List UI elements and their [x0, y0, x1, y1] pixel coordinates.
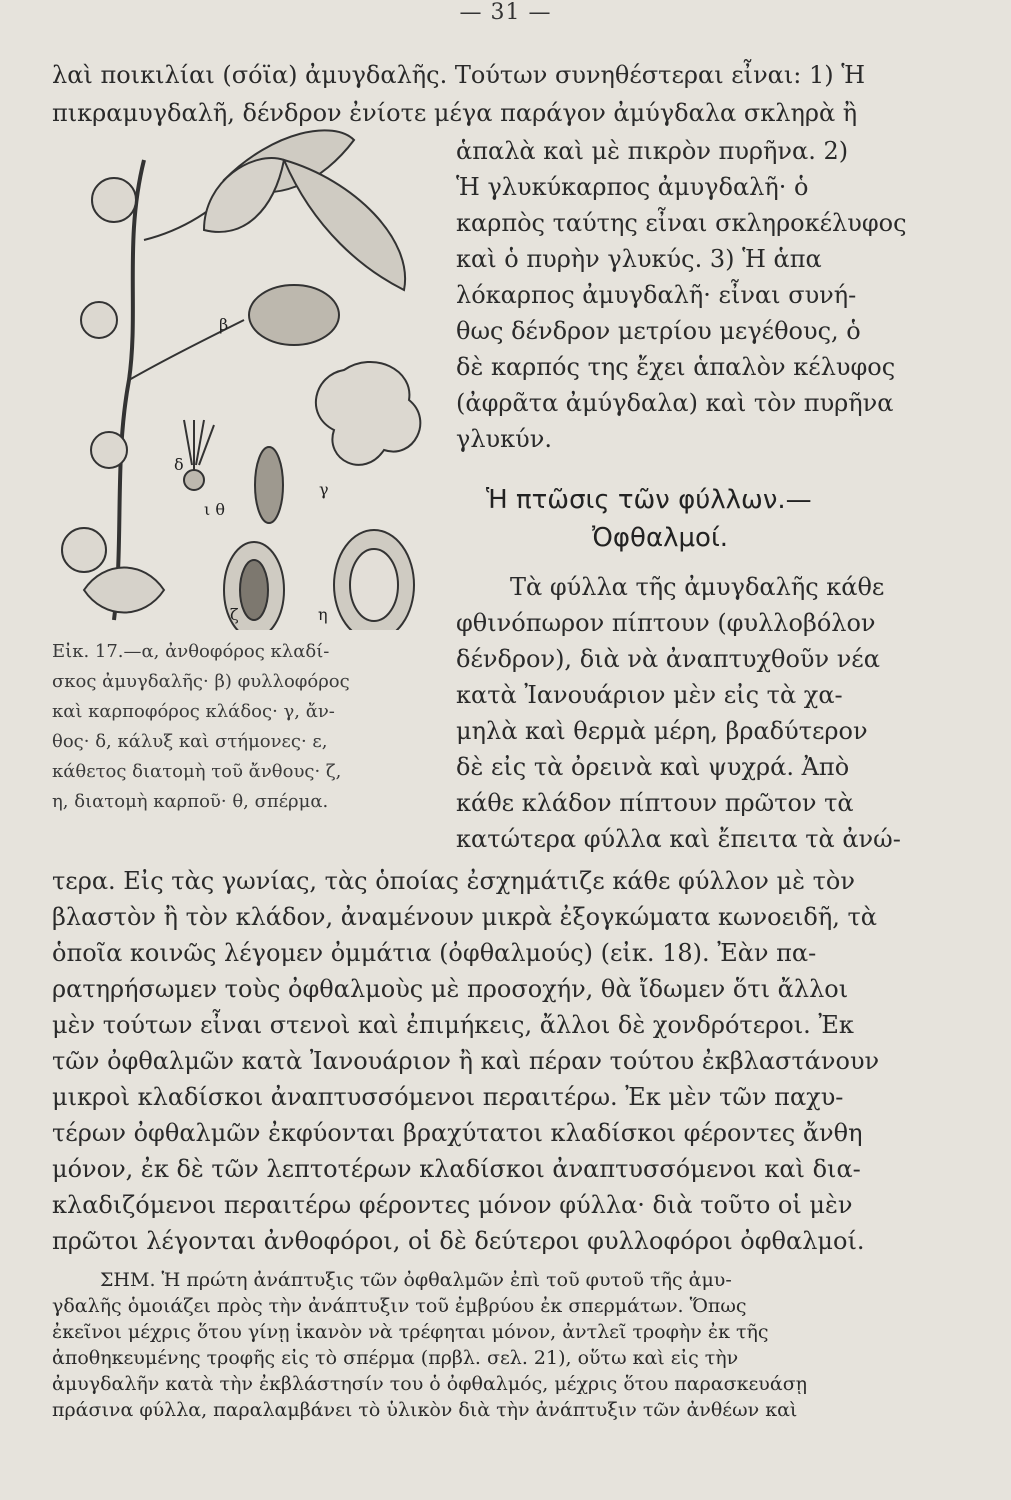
- note-line: ἀμυγδαλῆν κατὰ τὴν ἐκβλάστησίν του ὁ ὀφθαλμός, μέχρις ὅτου παρασκευάσῃ: [52, 1373, 808, 1395]
- text-line: πρῶτοι λέγονται ἀνθοφόροι, οἱ δὲ δεύτεροι φυλλοφόροι ὀφθαλμοί.: [52, 1227, 865, 1255]
- text-line: ἁπαλὰ καὶ μὲ πικρὸν πυρῆνα. 2): [456, 137, 849, 165]
- text-line: μὲν τούτων εἶναι στενοὶ καὶ ἐπιμήκεις, ἄλλοι δὲ χονδρότεροι. Ἐκ: [52, 1011, 854, 1039]
- figure-caption: Εἰκ. 17.—α, ἀνθοφόρος κλαδί-: [52, 641, 330, 662]
- figure-label: η: [318, 605, 328, 624]
- text-line: κλαδιζόμενοι περαιτέρω φέροντες μόνον φύλλα· διὰ τοῦτο οἱ μὲν: [52, 1191, 853, 1219]
- text-line: κάθε κλάδον πίπτουν πρῶτον τὰ: [456, 789, 854, 817]
- almond-illustration: [54, 120, 454, 630]
- text-line: θως δένδρον μετρίου μεγέθους, ὁ: [456, 317, 861, 345]
- text-line: δὲ καρπός της ἔχει ἁπαλὸν κέλυφος: [456, 353, 896, 381]
- note-line: γδαλῆς ὁμοιάζει πρὸς τὴν ἀνάπτυξιν τοῦ ἐμβρύου ἐκ σπερμάτων. Ὅπως: [52, 1295, 747, 1317]
- text-line: (ἀφρᾶτα ἀμύγδαλα) καὶ τὸν πυρῆνα: [456, 389, 894, 417]
- text-line: τέρων ὀφθαλμῶν ἐκφύονται βραχύτατοι κλαδίσκοι φέροντες ἄνθη: [52, 1119, 863, 1147]
- text-line: Τὰ φύλλα τῆς ἀμυγδαλῆς κάθε: [510, 573, 885, 601]
- figure-label: ζ: [230, 605, 239, 624]
- figure-caption: θος· δ, κάλυξ καὶ στήμονες· ε,: [52, 731, 328, 752]
- text-line: δένδρον), διὰ νὰ ἀναπτυχθοῦν νέα: [456, 645, 880, 673]
- text-line: φθινόπωρον πίπτουν (φυλλοβόλον: [456, 609, 876, 637]
- page-number: — 31 —: [459, 0, 552, 25]
- figure-label: γ: [319, 480, 329, 499]
- figure-label: δ: [174, 455, 184, 474]
- figure-label: ι θ: [204, 500, 225, 519]
- text-line: ὁποῖα κοινῶς λέγομεν ὀμμάτια (ὀφθαλμούς) (εἰκ. 18). Ἐὰν πα-: [52, 939, 817, 967]
- text-line: Ἡ γλυκύκαρπος ἀμυγδαλῆ· ὁ: [456, 173, 809, 201]
- note-line: ἐκεῖνοι μέχρις ὅτου γίνῃ ἱκανὸν νὰ τρέφηται μόνον, ἀντλεῖ τροφὴν ἐκ τῆς: [52, 1321, 769, 1343]
- text-line: λόκαρπος ἀμυγδαλῆ· εἶναι συνή-: [456, 281, 857, 309]
- text-line: κατὰ Ἰανουάριον μὲν εἰς τὰ χα-: [456, 681, 843, 709]
- figure-label: β: [219, 315, 229, 334]
- text-line: δὲ εἰς τὰ ὀρεινὰ καὶ ψυχρά. Ἀπὸ: [456, 753, 850, 781]
- text-line: τερα. Εἰς τὰς γωνίας, τὰς ὁποίας ἐσχημάτιζε κάθε φύλλον μὲ τὸν: [52, 867, 855, 895]
- section-heading: Ὀφθαλμοί.: [592, 523, 729, 553]
- text-line: μόνον, ἐκ δὲ τῶν λεπτοτέρων κλαδίσκοι ἀναπτυσσόμενοι καὶ δια-: [52, 1155, 861, 1183]
- note-line: ΣΗΜ. Ἡ πρώτη ἀνάπτυξις τῶν ὀφθαλμῶν ἐπὶ τοῦ φυτοῦ τῆς ἀμυ-: [100, 1269, 732, 1291]
- figure-caption: η, διατομὴ καρποῦ· θ, σπέρμα.: [52, 791, 329, 812]
- text-line: τῶν ὀφθαλμῶν κατὰ Ἰανουάριον ἢ καὶ πέραν τούτου ἐκβλαστάνουν: [52, 1047, 880, 1075]
- text-line: πικραμυγδαλῆ, δένδρον ἐνίοτε μέγα παράγον ἀμύγδαλα σκληρὰ ἢ: [52, 99, 858, 127]
- section-heading: Ἡ πτῶσις τῶν φύλλων.—: [486, 485, 812, 515]
- note-line: ἀποθηκευμένης τροφῆς εἰς τὸ σπέρμα (πρβλ. σελ. 21), οὕτω καὶ εἰς τὴν: [52, 1347, 739, 1369]
- text-line: λαὶ ποικιλίαι (σόϊα) ἀμυγδαλῆς. Τούτων συνηθέστεραι εἶναι: 1) Ἡ: [52, 61, 866, 89]
- text-line: μηλὰ καὶ θερμὰ μέρη, βραδύτερον: [456, 717, 868, 745]
- note-line: πράσινα φύλλα, παραλαμβάνει τὸ ὑλικὸν διὰ τὴν ἀνάπτυξιν τῶν ἀνθέων καὶ: [52, 1399, 798, 1421]
- text-line: ρατηρήσωμεν τοὺς ὀφθαλμοὺς μὲ προσοχήν, θὰ ἴδωμεν ὅτι ἄλλοι: [52, 975, 849, 1003]
- text-line: καὶ ὁ πυρὴν γλυκύς. 3) Ἡ ἁπα: [456, 245, 822, 273]
- text-line: γλυκύν.: [456, 425, 552, 453]
- figure-caption: σκος ἀμυγδαλῆς· β) φυλλοφόρος: [52, 671, 350, 692]
- text-line: μικροὶ κλαδίσκοι ἀναπτυσσόμενοι περαιτέρω. Ἐκ μὲν τῶν παχυ-: [52, 1083, 844, 1111]
- text-line: καρπὸς ταύτης εἶναι σκληροκέλυφος: [456, 209, 907, 237]
- text-line: κατώτερα φύλλα καὶ ἔπειτα τὰ ἀνώ-: [456, 825, 901, 853]
- figure-caption: κάθετος διατομὴ τοῦ ἄνθους· ζ,: [52, 761, 342, 782]
- figure-caption: καὶ καρποφόρος κλάδος· γ, ἄν-: [52, 701, 335, 722]
- text-line: βλαστὸν ἢ τὸν κλάδον, ἀναμένουν μικρὰ ἐξογκώματα κωνοειδῆ, τὰ: [52, 903, 877, 931]
